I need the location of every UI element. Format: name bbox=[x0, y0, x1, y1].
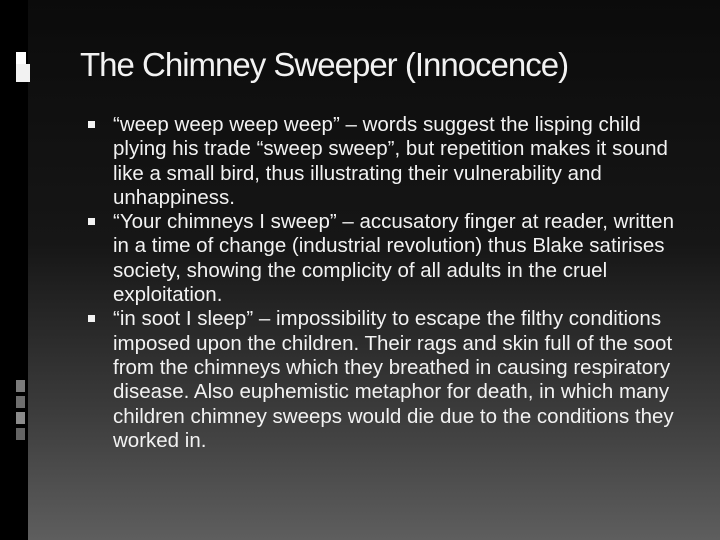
square-bullet-icon bbox=[88, 315, 95, 322]
decorative-bar bbox=[16, 412, 25, 424]
bullet-item bbox=[88, 210, 688, 307]
title-accent-block bbox=[16, 64, 30, 82]
square-bullet-icon bbox=[88, 121, 95, 128]
decorative-bar bbox=[16, 428, 25, 440]
bullet-text: “in soot I sleep” – impossibility to escape the filthy conditions imposed upon the children. Their rags and skin full of the soot from the chimneys which they breathed in causing respiratory disease. Also euphemistic metaphor for death, in which many children chimney sweeps would die due to the conditions they worked in. bbox=[113, 307, 674, 452]
bullet-text: “weep weep weep weep” – words suggest the lisping child plying his trade “sweep sweep”, but repetition makes it sound like a small bird, thus illustrating their vulnerability and unhappiness. bbox=[113, 113, 668, 209]
decorative-bar bbox=[16, 380, 25, 392]
decorative-bar bbox=[16, 396, 25, 408]
slide-title: The Chimney Sweeper (Innocence) bbox=[80, 46, 569, 83]
bullet-item bbox=[88, 113, 688, 210]
square-bullet-icon bbox=[88, 218, 95, 225]
title-accent-bar bbox=[16, 52, 26, 64]
bullet-list bbox=[88, 113, 688, 453]
bullet-text: “Your chimneys I sweep” – accusatory finger at reader, written in a time of change (industrial revolution) thus Blake satirises society, showing the complicity of all adults in the cruel exploitation. bbox=[113, 210, 674, 307]
bullet-item bbox=[88, 307, 688, 453]
